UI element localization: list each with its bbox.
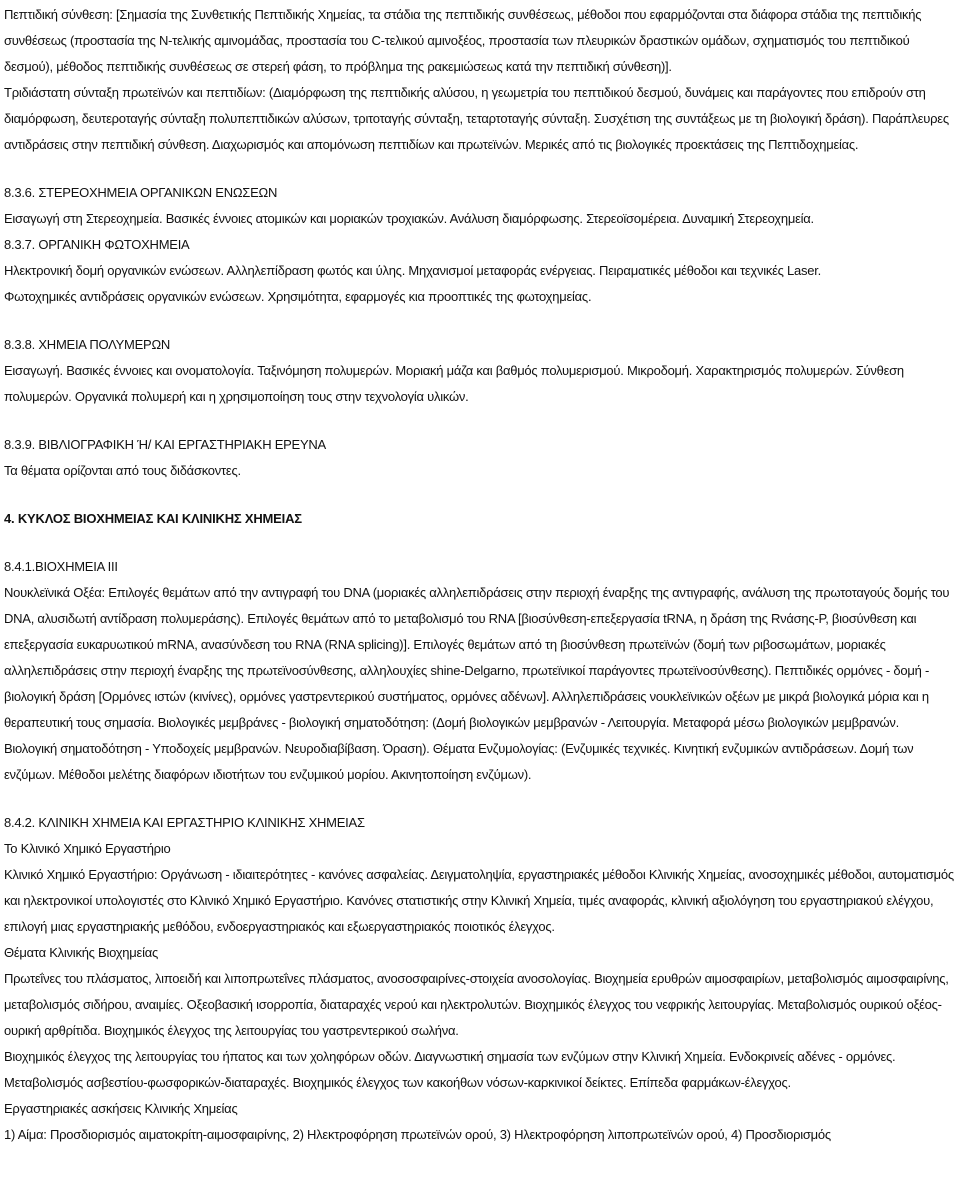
spacer bbox=[4, 532, 954, 554]
paragraph-8-4-1: Νουκλεϊνικά Οξέα: Επιλογές θεμάτων από την αντιγραφή του DNA (μοριακές αλληλεπιδράσεις στην περιοχή έναρξης της αντιγραφής, ανάλυση της πρωτοταγούς δομής του DNA, αλυσιδωτή αντίδραση πολυμεράσης). Επιλογές θεμάτων από το μεταβολισμό του RNA [βιοσύνθεση-επεξεργασία tRNA, η δράση της Rνάσης-P, βιοσύνθεση και επεξεργασία ευκαρυωτικού mRNA, ανασύνδεση του RNA (RNA splicing)]. Επιλογές θεμάτων από τη βιοσύνθεση πρωτεϊνών (δομή των ριβοσωμάτων, μοριακές αλληλεπιδράσεις στην περιοχή έναρξης της πρωτεϊνοσύνθεσης, αλληλουχίες shine-Delgarno, πρωτεϊνικοί παράγοντες πρωτεϊνοσύνθεσης). Πεπτιδικές ορμόνες - δομή - βιολογική δράση [Ορμόνες ιστών (κινίνες), ορμόνες γαστρεντερικού συστήματος, ορμόνες αδένων]. Αλληλεπιδράσεις νουκλεϊνικών οξέων με μικρά βιολογικά μόρια και η θεραπευτική τους σημασία. Βιολογικές μεμβράνες - βιολογική σηματοδότηση: (Δομή βιολογικών μεμβρανών - Λειτουργία. Μεταφορά μέσω βιολογικών μεμβρανών. Βιολογική σηματοδότηση - Υποδοχείς μεμβρανών. Νευροδιαβίβαση. Όραση). Θέματα Ενζυμολογίας: (Ενζυμικές τεχνικές. Κινητική ενζυμικών αντιδράσεων. Δομή των ενζύμων. Μέθοδοι μελέτης διαφόρων ιδιοτήτων του ενζυμικού μορίου. Ακινητοποίηση ενζύμων). bbox=[4, 585, 950, 782]
subheading-clinical-lab: Το Κλινικό Χημικό Εργαστήριο bbox=[4, 841, 171, 856]
heading-8-4-2: 8.4.2. ΚΛΙΝΙΚΗ ΧΗΜΕΙΑ ΚΑΙ ΕΡΓΑΣΤΗΡΙΟ ΚΛΙΝΙΚΗΣ ΧΗΜΕΙΑΣ bbox=[4, 815, 365, 830]
paragraph-8-3-8: Εισαγωγή. Βασικές έννοιες και ονοματολογία. Ταξινόμηση πολυμερών. Μοριακή μάζα και βαθμός πολυμερισμού. Μικροδομή. Χαρακτηρισμός πολυμερών. Σύνθεση πολυμερών. Οργανικά πολυμερή και η χρησιμοποίηση τους στην τεχνολογία υλικών. bbox=[4, 363, 904, 404]
heading-8-3-6: 8.3.6. ΣΤΕΡΕΟΧΗΜΕΙΑ ΟΡΓΑΝΙΚΩΝ ΕΝΩΣΕΩΝ bbox=[4, 185, 278, 200]
paragraph-peptide-synthesis: Πεπτιδική σύνθεση: [Σημασία της Συνθετικής Πεπτιδικής Χημείας, τα στάδια της πεπτιδικής συνθέσεως, μέθοδοι που εφαρμόζονται στα διάφορα στάδια της πεπτιδικής συνθέσεως (προστασία της Ν-τελικής αμινομάδας, προστασία του C-τελικού αμινοξέος, προστασία των πλευρικών δραστικών ομάδων, σχηματισμός του πεπτιδικού δεσμού), μέθοδος πεπτιδικής συνθέσεως σε στερεή φάση, το πρόβλημα της ρακεμιώσεως κατά την πεπτιδική σύνθεση)]. bbox=[4, 7, 922, 74]
paragraph-8-3-7-b: Φωτοχημικές αντιδράσεις οργανικών ενώσεων. Χρησιμότητα, εφαρμογές κια προοπτικές της φωτοχημείας. bbox=[4, 289, 592, 304]
spacer bbox=[4, 310, 954, 332]
subheading-clinical-biochem-topics: Θέματα Κλινικής Βιοχημείας bbox=[4, 945, 158, 960]
subheading-lab-exercises: Εργαστηριακές ασκήσεις Κλινικής Χημείας bbox=[4, 1101, 238, 1116]
spacer bbox=[4, 158, 954, 180]
heading-8-4-1: 8.4.1.ΒΙΟΧΗΜΕΙΑ ΙΙΙ bbox=[4, 559, 118, 574]
paragraph-clinical-lab: Κλινικό Χημικό Εργαστήριο: Οργάνωση - ιδιαιτερότητες - κανόνες ασφαλείας. Δειγματοληψία, εργαστηριακές μέθοδοι Κλινικής Χημείας, ανοσοχημικές μέθοδοι, αυτοματισμός και ηλεκτρονικοί υπολογιστές στο Κλινικό Χημικό Εργαστήριο. Κανόνες στατιστικής στην Κλινική Χημεία, τιμές αναφοράς, κλινική αξιολόγηση του εργαστηριακού ελέγχου, επιλογή μιας εργαστηριακής μεθόδου, ενδοεργαστηριακός και εξωεργαστηριακός ποιοτικός έλεγχος. bbox=[4, 867, 954, 934]
spacer bbox=[4, 410, 954, 432]
heading-8-3-7: 8.3.7. ΟΡΓΑΝΙΚΗ ΦΩΤΟΧΗΜΕΙΑ bbox=[4, 237, 190, 252]
paragraph-8-3-9: Τα θέματα ορίζονται από τους διδάσκοντες. bbox=[4, 463, 241, 478]
section-heading-4: 4. ΚΥΚΛΟΣ ΒΙΟΧΗΜΕΙΑΣ ΚΑΙ ΚΛΙΝΙΚΗΣ ΧΗΜΕΙΑΣ bbox=[4, 511, 302, 526]
paragraph-8-3-6: Εισαγωγή στη Στερεοχημεία. Βασικές έννοιες ατομικών και μοριακών τροχιακών. Ανάλυση διαμόρφωσης. Στερεοϊσομέρεια. Δυναμική Στερεοχημεία. bbox=[4, 211, 814, 226]
paragraph-lab-exercises: 1) Αίμα: Προσδιορισμός αιματοκρίτη-αιμοσφαιρίνης, 2) Ηλεκτροφόρηση πρωτεϊνών ορού, 3) Ηλεκτροφόρηση λιποπρωτεϊνών ορού, 4) Προσδιορισμός bbox=[4, 1127, 831, 1142]
paragraph-8-3-7-a: Ηλεκτρονική δομή οργανικών ενώσεων. Αλληλεπίδραση φωτός και ύλης. Μηχανισμοί μεταφοράς ενέργειας. Πειραματικές μέθοδοι και τεχνικές Laser. bbox=[4, 263, 821, 278]
paragraph-clinical-biochem-topics: Πρωτεΐνες του πλάσματος, λιποειδή και λιποπρωτεΐνες πλάσματος, ανοσοσφαιρίνες-στοιχεία ανοσολογίας. Βιοχημεία ερυθρών αιμοσφαιρίων, μεταβολισμός αιμοσφαιρίνης, μεταβολισμός σιδήρου, αναιμίες. Οξεοβασική ισορροπία, διαταραχές νερού και ηλεκτρολυτών. Βιοχημικός έλεγχος του νεφρικής λειτουργίας. Μεταβολισμός ουρικού οξέος-ουρική αρθρίτιδα. Βιοχημικός έλεγχος της λειτουργίας του γαστρεντερικού σωλήνα. bbox=[4, 971, 949, 1038]
spacer bbox=[4, 788, 954, 810]
heading-8-3-8: 8.3.8. ΧΗΜΕΙΑ ΠΟΛΥΜΕΡΩΝ bbox=[4, 337, 171, 352]
spacer bbox=[4, 484, 954, 506]
paragraph-3d-structure: Τριδιάστατη σύνταξη πρωτεϊνών και πεπτιδίων: (Διαμόρφωση της πεπτιδικής αλύσου, η γεωμετρία του πεπτιδικού δεσμού, δυνάμεις και παράγοντες που επιδρούν στη διαμόρφωση, δευτεροταγής σύνταξη πολυπεπτιδικών αλύσων, τριτοταγής σύνταξη, τεταρτοταγής σύνταξη. Συσχέτιση της συντάξεως με τη βιολογική δράση). Παράπλευρες αντιδράσεις στην πεπτιδική σύνθεση. Διαχωρισμός και απομόνωση πεπτιδίων και πρωτεϊνών. Μερικές από τις βιολογικές προεκτάσεις της Πεπτιδοχημείας. bbox=[4, 85, 949, 152]
paragraph-clinical-biochem-topics-2: Βιοχημικός έλεγχος της λειτουργίας του ήπατος και των χοληφόρων οδών. Διαγνωστική σημασία των ενζύμων στην Κλινική Χημεία. Ενδοκρινείς αδένες - ορμόνες. Μεταβολισμός ασβεστίου-φωσφορικών-διαταραχές. Βιοχημικός έλεγχος των κακοήθων νόσων-καρκινικοί δείκτες. Επίπεδα φαρμάκων-έλεγχος. bbox=[4, 1049, 896, 1090]
heading-8-3-9: 8.3.9. ΒΙΒΛΙΟΓΡΑΦΙΚΗ Ή/ ΚΑΙ ΕΡΓΑΣΤΗΡΙΑΚΗ ΕΡΕΥΝΑ bbox=[4, 437, 326, 452]
